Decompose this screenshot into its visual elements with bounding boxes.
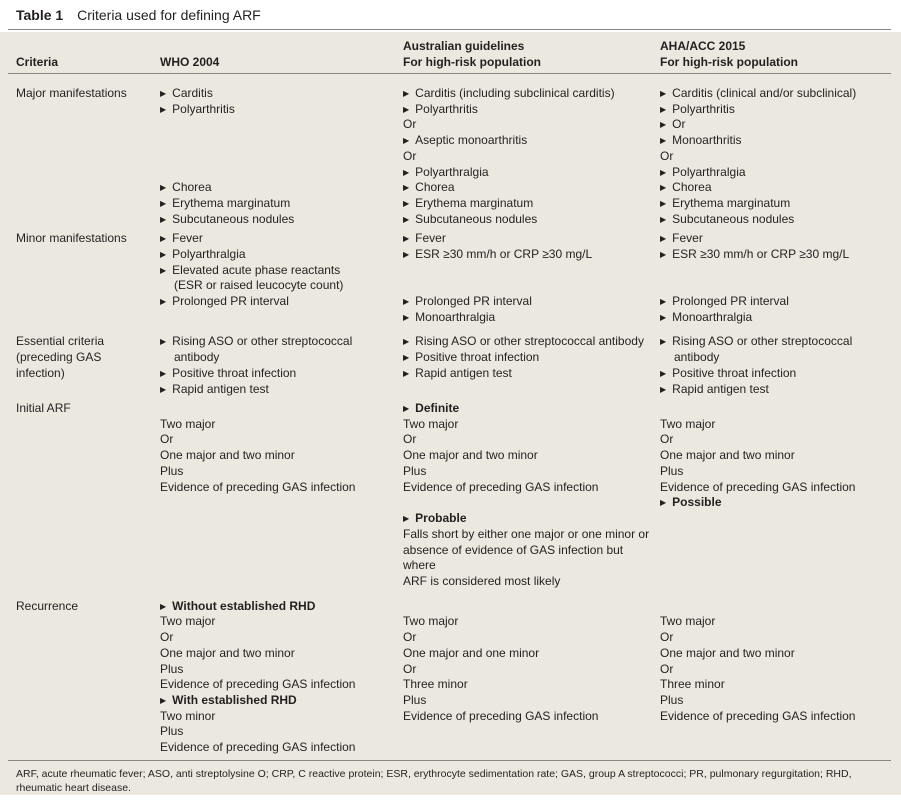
aus-cell-line: Three minor [403, 677, 468, 691]
aus-cell-line: ▶ Positive throat infection [403, 350, 539, 367]
aus-cell-line: ▶ Chorea [403, 180, 455, 197]
who-cell-line: Two minor [160, 709, 216, 723]
who-cell-line: ▶ Carditis [160, 86, 213, 103]
aha-cell-line: ▶ Possible [660, 495, 722, 512]
who-cell-line: ▶ Polyarthritis [160, 102, 235, 119]
who-cell-line: ▶ Erythema marginatum [160, 196, 290, 213]
criteria-cell-line: infection) [16, 366, 65, 380]
aha-cell-line: Plus [660, 464, 684, 478]
aha-cell-line: Or [660, 149, 674, 163]
aha-cell-line: ▶ Or [660, 117, 686, 134]
table-title-bar [0, 0, 901, 32]
criteria-cell-line: (preceding GAS [16, 350, 102, 364]
aha-cell-line: ▶ Positive throat infection [660, 366, 796, 383]
aus-cell-line: Or [403, 662, 417, 676]
who-cell-line: ▶ With established RHD [160, 693, 297, 710]
title-rule [8, 29, 891, 30]
aus-cell-line: ▶ Polyarthritis [403, 102, 478, 119]
table-number: Table 1 [16, 7, 64, 23]
aus-cell-line: One major and two minor [403, 448, 538, 462]
aha-cell-line: ▶ Chorea [660, 180, 712, 197]
aha-cell-line: antibody [674, 350, 720, 364]
aha-cell-line: One major and two minor [660, 646, 795, 660]
aus-cell-line: ▶ Aseptic monoarthritis [403, 133, 527, 150]
aus-cell-line: ▶ Subcutaneous nodules [403, 212, 537, 229]
header-australian-line-1: Australian guidelines [403, 39, 525, 53]
aus-cell-line: ARF is considered most likely [403, 574, 561, 588]
aha-cell-line: ▶ Polyarthritis [660, 102, 735, 119]
aha-cell-line: Two major [660, 417, 716, 431]
aha-cell-line: Evidence of preceding GAS infection [660, 480, 856, 494]
header-aha-acc-line-1: AHA/ACC 2015 [660, 39, 746, 53]
criteria-cell-line: Initial ARF [16, 401, 71, 415]
aus-cell-line: ▶ Probable [403, 511, 467, 528]
aus-cell-line: Two major [403, 614, 459, 628]
aus-cell-line: ▶ Erythema marginatum [403, 196, 533, 213]
aus-cell-line: Or [403, 149, 417, 163]
aha-cell-line: Or [660, 432, 674, 446]
criteria-cell-line: Major manifestations [16, 86, 127, 100]
aus-cell-line: ▶ Prolonged PR interval [403, 294, 532, 311]
aus-cell-line: where [403, 558, 436, 572]
aha-cell-line: Or [660, 662, 674, 676]
aha-cell-line: ▶ Erythema marginatum [660, 196, 790, 213]
aha-cell-line: ▶ Carditis (clinical and/or subclinical) [660, 86, 856, 103]
aha-cell-line: ▶ Monoarthritis [660, 133, 742, 150]
who-cell-line: Evidence of preceding GAS infection [160, 480, 356, 494]
who-cell-line: Plus [160, 724, 184, 738]
aus-cell-line: ▶ Monoarthralgia [403, 310, 495, 327]
criteria-cell-line: Minor manifestations [16, 231, 127, 245]
header-criteria-line: Criteria [16, 55, 59, 69]
who-cell-line: One major and two minor [160, 646, 295, 660]
header-who [160, 54, 219, 70]
who-cell-line: antibody [174, 350, 220, 364]
who-cell-line: Plus [160, 464, 184, 478]
who-cell-line: ▶ Fever [160, 231, 203, 248]
aus-cell-line: Plus [403, 464, 427, 478]
table-caption: Criteria used for defining ARF [77, 7, 261, 23]
aha-cell-line: ▶ Rapid antigen test [660, 382, 769, 399]
aha-cell-line: Three minor [660, 677, 725, 691]
who-cell-line: ▶ Without established RHD [160, 599, 315, 616]
who-cell-line: ▶ Chorea [160, 180, 212, 197]
aha-cell-line: ▶ ESR ≥30 mm/h or CRP ≥30 mg/L [660, 247, 849, 264]
aha-cell-line: Evidence of preceding GAS infection [660, 709, 856, 723]
header-who-line: WHO 2004 [160, 55, 220, 69]
aus-cell-line: ▶ Polyarthralgia [403, 165, 489, 182]
aus-cell-line: Evidence of preceding GAS infection [403, 480, 599, 494]
aha-cell-line: ▶ Fever [660, 231, 703, 248]
aus-cell-line: Or [403, 432, 417, 446]
who-cell-line: ▶ Rapid antigen test [160, 382, 269, 399]
header-rule [8, 73, 891, 74]
aus-cell-line: absence of evidence of GAS infection but [403, 543, 624, 557]
who-cell-line: One major and two minor [160, 448, 295, 462]
header-aha-acc-line-2: For high-risk population [660, 55, 798, 69]
aus-cell-line: ▶ Definite [403, 401, 459, 418]
who-cell-line: Evidence of preceding GAS infection [160, 677, 356, 691]
criteria-cell-line: Essential criteria [16, 334, 105, 348]
aha-cell-line: ▶ Subcutaneous nodules [660, 212, 794, 229]
aus-cell-line: Or [403, 630, 417, 644]
aus-cell-line: ▶ Carditis (including subclinical carditis) [403, 86, 615, 103]
who-cell-line: Or [160, 432, 174, 446]
aus-cell-line: ▶ ESR ≥30 mm/h or CRP ≥30 mg/L [403, 247, 592, 264]
aus-cell-line: Plus [403, 693, 427, 707]
who-cell-line: ▶ Positive throat infection [160, 366, 296, 383]
aha-cell-line: ▶ Polyarthralgia [660, 165, 746, 182]
who-cell-line: Or [160, 630, 174, 644]
header-australian-line-2: For high-risk population [403, 55, 541, 69]
aha-cell-line: Or [660, 630, 674, 644]
who-cell-line: Two major [160, 614, 216, 628]
page-bottom-strip [0, 795, 901, 803]
who-cell-line: ▶ Elevated acute phase reactants [160, 263, 340, 280]
aus-cell-line: ▶ Fever [403, 231, 446, 248]
header-australian [403, 38, 541, 70]
aus-cell-line: ▶ Rapid antigen test [403, 366, 512, 383]
aus-cell-line: Two major [403, 417, 459, 431]
criteria-cell-line: Recurrence [16, 599, 79, 613]
who-cell-line: Evidence of preceding GAS infection [160, 740, 356, 754]
who-cell-line: (ESR or raised leucocyte count) [174, 278, 344, 292]
who-cell-line: ▶ Polyarthralgia [160, 247, 246, 264]
aha-cell-line: Two major [660, 614, 716, 628]
aha-cell-line: ▶ Rising ASO or other streptococcal [660, 334, 852, 351]
aus-cell-line: ▶ Rising ASO or other streptococcal antibody [403, 334, 644, 351]
aha-cell-line: Plus [660, 693, 684, 707]
who-cell-line: Plus [160, 662, 184, 676]
who-cell-line: ▶ Subcutaneous nodules [160, 212, 294, 229]
aus-cell-line: One major and one minor [403, 646, 540, 660]
who-cell-line: ▶ Rising ASO or other streptococcal [160, 334, 352, 351]
aha-cell-line: ▶ Prolonged PR interval [660, 294, 789, 311]
table-title [16, 7, 261, 23]
aha-cell-line: ▶ Monoarthralgia [660, 310, 752, 327]
table-footnote: ARF, acute rheumatic fever; ASO, anti streptolysine O; CRP, C reactive protein; ESR, erythrocyte sedimentation rate; GAS, group A streptococci; PR, pulmonary regurgitation; RHD, rheumatic heart disease. [16, 768, 852, 794]
aus-cell-line: Falls short by either one major or one minor or [403, 527, 650, 541]
who-cell-line: ▶ Prolonged PR interval [160, 294, 289, 311]
header-aha-acc [660, 38, 798, 70]
header-criteria [16, 54, 58, 70]
footnote-rule [8, 760, 891, 761]
who-cell-line: Two major [160, 417, 216, 431]
aus-cell-line: Evidence of preceding GAS infection [403, 709, 599, 723]
aus-cell-line: Or [403, 117, 417, 131]
aha-cell-line: One major and two minor [660, 448, 795, 462]
